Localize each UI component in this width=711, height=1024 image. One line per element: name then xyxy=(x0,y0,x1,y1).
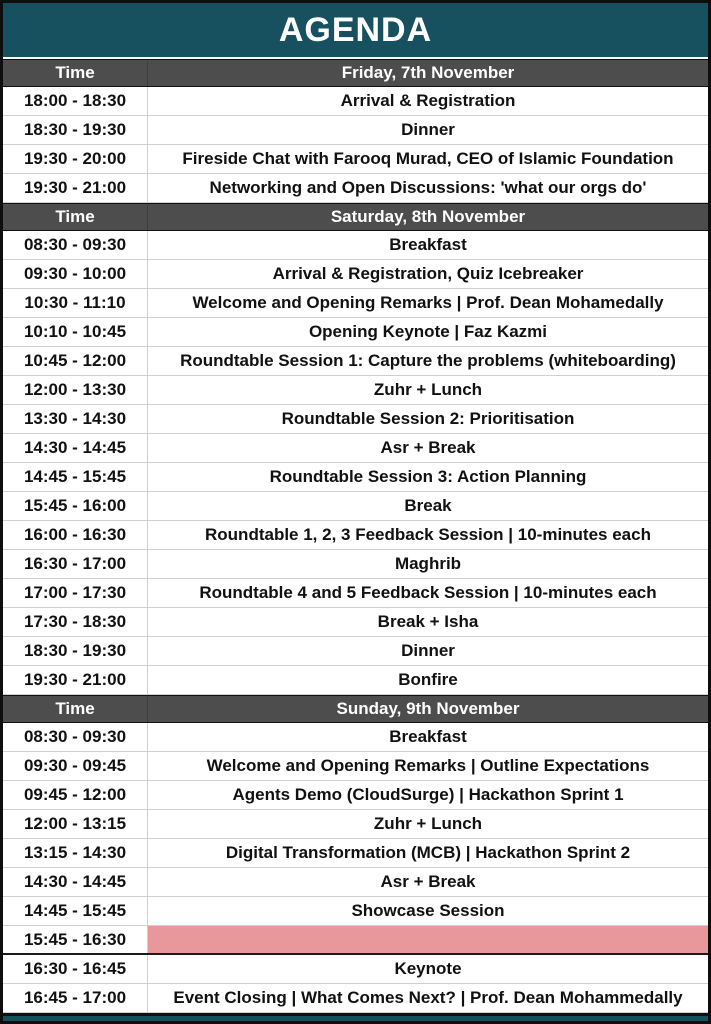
time-cell: 10:30 - 11:10 xyxy=(3,289,148,317)
agenda-row xyxy=(3,174,708,203)
time-column-header: Time xyxy=(3,696,148,722)
time-cell: 14:30 - 14:45 xyxy=(3,434,148,462)
agenda-row xyxy=(3,318,708,347)
agenda-row xyxy=(3,926,708,955)
event-cell: Roundtable 1, 2, 3 Feedback Session | 10-minutes each xyxy=(205,525,651,544)
event-cell: Break xyxy=(404,496,452,515)
event-cell: Networking and Open Discussions: 'what our orgs do' xyxy=(209,178,647,197)
agenda-row xyxy=(3,463,708,492)
agenda-row xyxy=(3,376,708,405)
agenda-row xyxy=(3,260,708,289)
agenda-row xyxy=(3,984,708,1013)
agenda-row xyxy=(3,289,708,318)
event-cell: Arrival & Registration xyxy=(340,91,516,110)
time-cell: 10:45 - 12:00 xyxy=(3,347,148,375)
time-cell: 08:30 - 09:30 xyxy=(3,231,148,259)
time-cell: 15:45 - 16:00 xyxy=(3,492,148,520)
event-cell: Maghrib xyxy=(394,554,462,573)
agenda-row xyxy=(3,347,708,376)
time-cell: 14:45 - 15:45 xyxy=(3,463,148,491)
time-column-header: Time xyxy=(3,60,148,86)
event-cell: Welcome and Opening Remarks | Prof. Dean Mohamedally xyxy=(192,293,664,312)
time-cell: 16:30 - 16:45 xyxy=(3,955,148,983)
time-cell: 13:30 - 14:30 xyxy=(3,405,148,433)
agenda-row xyxy=(3,839,708,868)
section-header-row xyxy=(3,203,708,231)
time-cell: 18:30 - 19:30 xyxy=(3,116,148,144)
agenda-row xyxy=(3,231,708,260)
time-cell: 19:30 - 20:00 xyxy=(3,145,148,173)
event-cell: Breakfast xyxy=(389,727,467,746)
agenda-row xyxy=(3,637,708,666)
agenda-row xyxy=(3,116,708,145)
event-cell: Roundtable 4 and 5 Feedback Session | 10-minutes each xyxy=(199,583,657,602)
agenda-table xyxy=(3,57,708,1016)
agenda-row xyxy=(3,434,708,463)
agenda-row xyxy=(3,810,708,839)
day-header: Friday, 7th November xyxy=(341,63,515,82)
event-cell xyxy=(148,926,708,953)
time-cell: 09:30 - 09:45 xyxy=(3,752,148,780)
agenda-row xyxy=(3,87,708,116)
time-cell: 10:10 - 10:45 xyxy=(3,318,148,346)
agenda-row xyxy=(3,955,708,984)
agenda-row xyxy=(3,521,708,550)
time-column-header: Time xyxy=(3,204,148,230)
time-cell: 17:00 - 17:30 xyxy=(3,579,148,607)
time-cell: 18:30 - 19:30 xyxy=(3,637,148,665)
event-cell: Fireside Chat with Farooq Murad, CEO of Islamic Foundation xyxy=(182,149,674,168)
section-header-row xyxy=(3,59,708,87)
time-cell: 16:45 - 17:00 xyxy=(3,984,148,1012)
event-cell: Bonfire xyxy=(398,670,458,689)
event-cell: Welcome and Opening Remarks | Outline Expectations xyxy=(206,756,650,775)
time-cell: 15:45 - 16:30 xyxy=(3,926,148,953)
agenda-row xyxy=(3,897,708,926)
event-cell: Digital Transformation (MCB) | Hackathon Sprint 2 xyxy=(225,843,631,862)
time-cell: 08:30 - 09:30 xyxy=(3,723,148,751)
time-cell: 14:45 - 15:45 xyxy=(3,897,148,925)
time-cell: 12:00 - 13:30 xyxy=(3,376,148,404)
time-cell: 12:00 - 13:15 xyxy=(3,810,148,838)
time-cell: 09:45 - 12:00 xyxy=(3,781,148,809)
agenda-row xyxy=(3,608,708,637)
event-cell: Breakfast xyxy=(389,235,467,254)
event-cell: Dinner xyxy=(401,120,455,139)
event-cell: Asr + Break xyxy=(380,438,476,457)
agenda-row xyxy=(3,405,708,434)
event-cell: Arrival & Registration, Quiz Icebreaker xyxy=(272,264,584,283)
day-header: Sunday, 9th November xyxy=(336,699,520,718)
event-cell: Break + Isha xyxy=(377,612,479,631)
agenda-row xyxy=(3,752,708,781)
event-cell: Dinner xyxy=(401,641,455,660)
event-cell: Zuhr + Lunch xyxy=(373,814,483,833)
time-cell: 16:30 - 17:00 xyxy=(3,550,148,578)
agenda-row xyxy=(3,868,708,897)
time-cell: 17:30 - 18:30 xyxy=(3,608,148,636)
time-cell: 19:30 - 21:00 xyxy=(3,174,148,202)
event-cell: Agents Demo (CloudSurge) | Hackathon Sprint 1 xyxy=(232,785,624,804)
time-cell: 18:00 - 18:30 xyxy=(3,87,148,115)
event-cell: Asr + Break xyxy=(380,872,476,891)
time-cell: 16:00 - 16:30 xyxy=(3,521,148,549)
agenda-row xyxy=(3,579,708,608)
event-cell: Roundtable Session 2: Prioritisation xyxy=(281,409,575,428)
event-cell: Roundtable Session 1: Capture the problems (whiteboarding) xyxy=(180,351,676,370)
event-cell: Showcase Session xyxy=(351,901,505,920)
event-cell: Zuhr + Lunch xyxy=(373,380,483,399)
time-cell: 14:30 - 14:45 xyxy=(3,868,148,896)
page-title: AGENDA xyxy=(278,10,433,49)
agenda-row xyxy=(3,666,708,695)
time-cell: 13:15 - 14:30 xyxy=(3,839,148,867)
section-header-row xyxy=(3,695,708,723)
time-cell: 19:30 - 21:00 xyxy=(3,666,148,694)
agenda-row xyxy=(3,550,708,579)
time-cell: 09:30 - 10:00 xyxy=(3,260,148,288)
agenda-row xyxy=(3,145,708,174)
agenda-row xyxy=(3,492,708,521)
day-header: Saturday, 8th November xyxy=(330,207,526,226)
event-cell: Opening Keynote | Faz Kazmi xyxy=(308,322,548,341)
event-cell: Roundtable Session 3: Action Planning xyxy=(269,467,587,486)
agenda-row xyxy=(3,781,708,810)
event-cell: Event Closing | What Comes Next? | Prof. Dean Mohammedally xyxy=(173,988,683,1007)
event-cell: Keynote xyxy=(394,959,462,978)
agenda-row xyxy=(3,723,708,752)
